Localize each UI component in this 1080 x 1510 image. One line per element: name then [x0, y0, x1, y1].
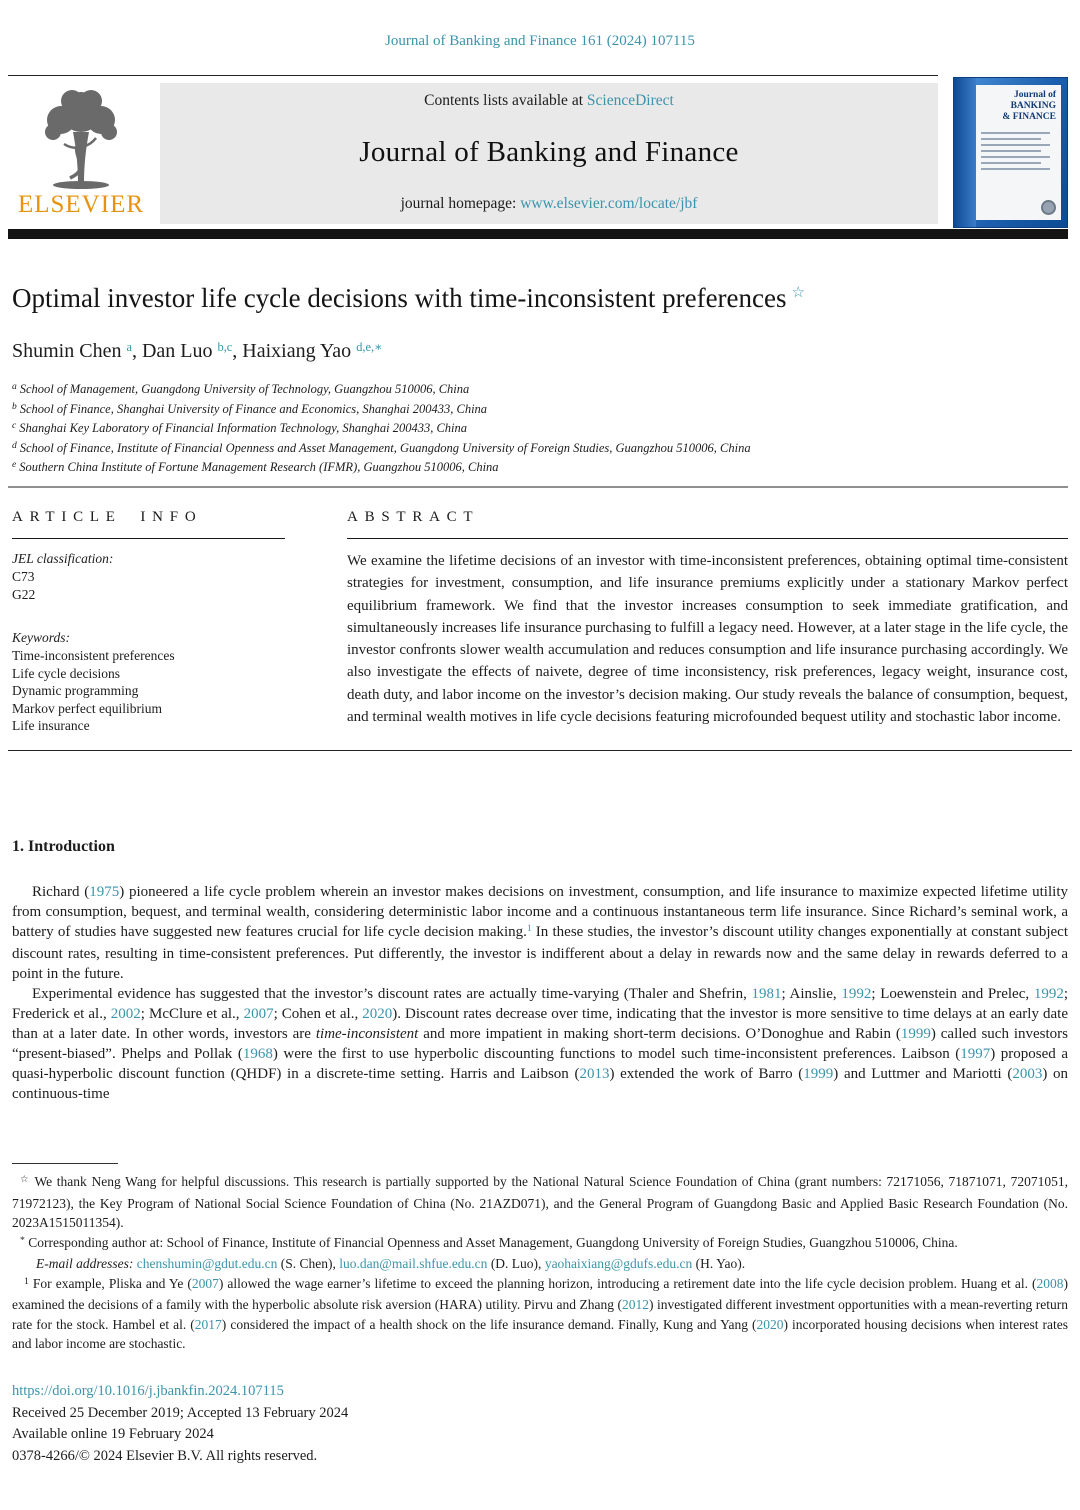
affiliation: $^d$ School of Finance, Institute of Financial Openness and Asset Management, Guangdong University of Foreign Studies, Guangzhou 510006, China [12, 440, 751, 455]
journal-cover-thumbnail [953, 77, 1068, 228]
elsevier-tree-icon [20, 86, 142, 190]
header-bar [8, 229, 1068, 239]
intro-paragraph-1: Richard (1975) pioneered a life cycle problem wherein an investor makes decisions on investment, consumption, and life insurance to maximize expected lifetime utility from consumption, bequest, and terminal wealth, considering deterministic labor income and a continuous instantaneous term life insurance. Since Richard’s seminal work, a battery of studies have suggested new features crucial for life cycle decision making.$^1$ In these studies, the investor’s discount utility changes exponentially at constant subject discount rates, resulting in time-consistent preferences. Put differently, the investor is indifferent about a delay in rewards now and the same delay in rewards deferred to a point in the future. [12, 884, 1068, 982]
email-link[interactable]: luo.dan@mail.shfue.edu.cn [339, 1256, 488, 1271]
citation-year-link[interactable]: 2003 [1012, 1066, 1043, 1082]
keywords-list [12, 647, 285, 735]
citation-year-link[interactable]: 1981 [751, 986, 782, 1002]
contents-line: Contents lists available at ScienceDirect [424, 92, 674, 109]
author-affiliation-ref[interactable]: b,c [217, 339, 233, 354]
corresponding-author-mark: * [20, 1234, 25, 1246]
jel-code: G22 [12, 586, 36, 602]
affiliation: $^a$ School of Management, Guangdong University of Technology, Guangzhou 510006, China [12, 382, 470, 396]
citation-year-link[interactable]: 2020 [756, 1316, 784, 1332]
article-title: Optimal investor life cycle decisions with time-inconsistent preferences ☆ [12, 283, 805, 313]
citation-year-link[interactable]: 2020 [362, 1006, 393, 1022]
footnotes-section [12, 1172, 1068, 1354]
info-abstract-section [12, 509, 1068, 751]
citation-year-link[interactable]: 1975 [89, 884, 120, 900]
sciencedirect-link[interactable]: ScienceDirect [586, 92, 674, 109]
citation-year-link[interactable]: 2013 [579, 1066, 610, 1082]
footnote-1-mark: 1 [24, 1275, 29, 1287]
elsevier-logo [10, 86, 152, 226]
footnote-corresponding: * Corresponding author at: School of Finance, Institute of Financial Openness and Asset Management, Guangdong University of Foreign Studies, Guangzhou 510006, China. [20, 1234, 958, 1250]
abstract-column [347, 509, 1068, 735]
introduction-heading: 1. Introduction [12, 838, 115, 855]
citation-year-link[interactable]: 1999 [900, 1026, 931, 1042]
citation-year-link[interactable]: 1992 [841, 986, 872, 1002]
footnote-1: $^1$ For example, Pliska and Ye (2007) allowed the wage earner’s lifetime to exceed the planning horizon, introducing a retirement date into the life cycle decision problem. Huang et al. (2008) examined the decisions of a family with the hyperbolic absolute risk aversion (HARA) utility. Pirvu and Zhang (2012) investigated different investment opportunities with a mean-reverting return rate for the stock. Hambel et al. (2017) considered the impact of a health shock on the life insurance demand. Finally, Kung and Yang (2020) incorporated housing decisions when interest rates and labor income are stochastic. [12, 1275, 1069, 1351]
title-footnote-mark[interactable]: ☆ [791, 285, 805, 301]
affiliation: $^c$ Shanghai Key Laboratory of Financial Information Technology, Shanghai 200433, China [12, 421, 468, 435]
affiliation: $^b$ School of Finance, Shanghai University of Finance and Economics, Shanghai 200433, China [12, 401, 488, 416]
keywords-label: Keywords: [12, 630, 70, 645]
journal-name: Journal of Banking and Finance [359, 136, 739, 168]
jel-codes [12, 568, 285, 603]
article-info-column [12, 509, 285, 735]
keyword-item: Markov perfect equilibrium [12, 700, 162, 716]
email-link[interactable]: chenshumin@gdut.edu.cn [136, 1256, 278, 1271]
journal-citation: Journal of Banking and Finance 161 (2024) 107115 [385, 33, 695, 49]
authors-line: Shumin Chen $^a$, Dan Luo $^{b,c}$, Haixiang Yao $^{d,e,∗}$ [12, 339, 383, 362]
keyword-item: Life insurance [12, 718, 90, 733]
section-divider [8, 750, 1072, 751]
footnote-star-mark: ☆ [20, 1174, 31, 1186]
cover-emblem-icon [1041, 200, 1056, 215]
affiliation: $^e$ Southern China Institute of Fortune Management Research (IFMR), Guangzhou 510006, China [12, 460, 499, 474]
footnote-divider [12, 1163, 118, 1164]
footnote-emails: E-mail addresses: chenshumin@gdut.edu.cn (S. Chen), luo.dan@mail.shfue.edu.cn (D. Luo), yaohaixiang@gdufs.edu.cn (H. Yao). [36, 1256, 746, 1271]
doi-link[interactable]: https://doi.org/10.1016/j.jbankfin.2024.107115 [12, 1383, 284, 1399]
footnote-thanks: ☆ We thank Neng Wang for helpful discussions. This research is partially supported by the National Natural Science Foundation of China (grant numbers: 72171056, 71871071, 72071051, 71972123), the Key Program of National Social Science Foundation of China (No. 21AZD071), and the General Program of Guangdong Basic and Applied Basic Research Foundation (No. 2023A1515011354). [12, 1174, 1068, 1230]
footer-available: Available online 19 February 2024 [12, 1426, 214, 1442]
keyword-item: Time-inconsistent preferences [12, 648, 175, 663]
keyword-item: Life cycle decisions [12, 665, 120, 681]
citation-year-link[interactable]: 1992 [1033, 986, 1064, 1002]
footer-block [12, 1381, 1068, 1467]
citation-year-link[interactable]: 2002 [110, 1006, 141, 1022]
cover-spine [954, 78, 976, 227]
jel-code: C73 [12, 569, 35, 584]
header-divider [8, 75, 938, 76]
article-info-heading: ARTICLE INFO [12, 509, 203, 525]
homepage-line: journal homepage: www.elsevier.com/locate/jbf [400, 195, 698, 212]
abstract-rule [347, 538, 1068, 539]
masthead-box [160, 83, 938, 224]
citation-year-link[interactable]: 1999 [803, 1066, 834, 1082]
homepage-link[interactable]: www.elsevier.com/locate/jbf [520, 195, 698, 212]
introduction-section [12, 838, 1068, 1104]
author-affiliation-ref[interactable]: a [126, 339, 132, 354]
email-link[interactable]: yaohaixiang@gdufs.edu.cn [544, 1256, 693, 1271]
intro-paragraph-2: Experimental evidence has suggested that the investor’s discount rates are actually time-varying (Thaler and Shefrin, 1981; Ainslie, 1992; Loewenstein and Prelec, 1992; Frederick et al., 2002; McClure et al., 2007; Cohen et al., 2020). Discount rates decrease over time, indicating that the investor is more sensitive to time delays at an early date than at a later date. In other words, investors are time-inconsistent and more impatient in making short-term decisions. O’Donoghue and Rabin (1999) called such investors “present-biased”. Phelps and Pollak (1968) were the first to use hyperbolic discounting functions to model such time-inconsistent preferences. Laibson (1997) proposed a quasi-hyperbolic discount function (QHDF) in a discrete-time setting. Harris and Laibson (2013) extended the work of Barro (1999) and Luttmer and Mariotti (2003) on continuous-time [12, 986, 1069, 1102]
cover-toc-lines [981, 132, 1056, 170]
abstract-text: We examine the lifetime decisions of an investor with time-inconsistent preferences, obtaining optimal time-consistent strategies for investment, consumption, and life insurance premiums explicitly under a stationary Markov perfect equilibrium framework. We find that the investor increases consumption to seek immediate gratification, and simultaneously increases life insurance purchasing to fulfill a legacy need. However, at a later stage in the life cycle, the investor confronts slower wealth accumulation and reduces consumption and life insurance purchasing accordingly. We also investigate the effects of naivete, degree of time inconsistency, risk preferences, legacy weight, insurance cost, death duty, and labor income on the investor’s decision making. Our study reveals the balance of consumption, bequest, and terminal wealth motives in life cycle decisions featuring microfounded bequest utility and stochastic labor income. [347, 553, 1068, 726]
keyword-item: Dynamic programming [12, 683, 139, 698]
footer-received: Received 25 December 2019; Accepted 13 February 2024 [12, 1404, 349, 1421]
citation-year-link[interactable]: 1997 [960, 1046, 991, 1062]
jel-label: JEL classification: [12, 551, 114, 566]
affiliations [12, 381, 1068, 479]
cover-title: Journal of BANKING & FINANCE [1002, 90, 1056, 122]
footnote-ref-1[interactable]: 1 [526, 924, 532, 935]
footer-copyright: 0378-4266/© 2024 Elsevier B.V. All rights reserved. [12, 1447, 318, 1464]
title-block [12, 283, 1068, 479]
abstract-heading: ABSTRACT [347, 509, 480, 525]
author-affiliation-ref[interactable]: d,e,∗ [356, 339, 383, 354]
citation-year-link[interactable]: 2007 [243, 1006, 274, 1022]
citation-year-link[interactable]: 2017 [194, 1316, 222, 1332]
citation-year-link[interactable]: 2012 [621, 1297, 649, 1312]
citation-year-link[interactable]: 2007 [191, 1275, 219, 1291]
citation-year-link[interactable]: 2008 [1036, 1275, 1064, 1291]
info-section-top-rule [8, 486, 1068, 488]
citation-year-link[interactable]: 1968 [242, 1046, 273, 1062]
article-info-rule [12, 538, 285, 539]
elsevier-wordmark: ELSEVIER [17, 191, 145, 218]
cover-panel [976, 85, 1061, 220]
